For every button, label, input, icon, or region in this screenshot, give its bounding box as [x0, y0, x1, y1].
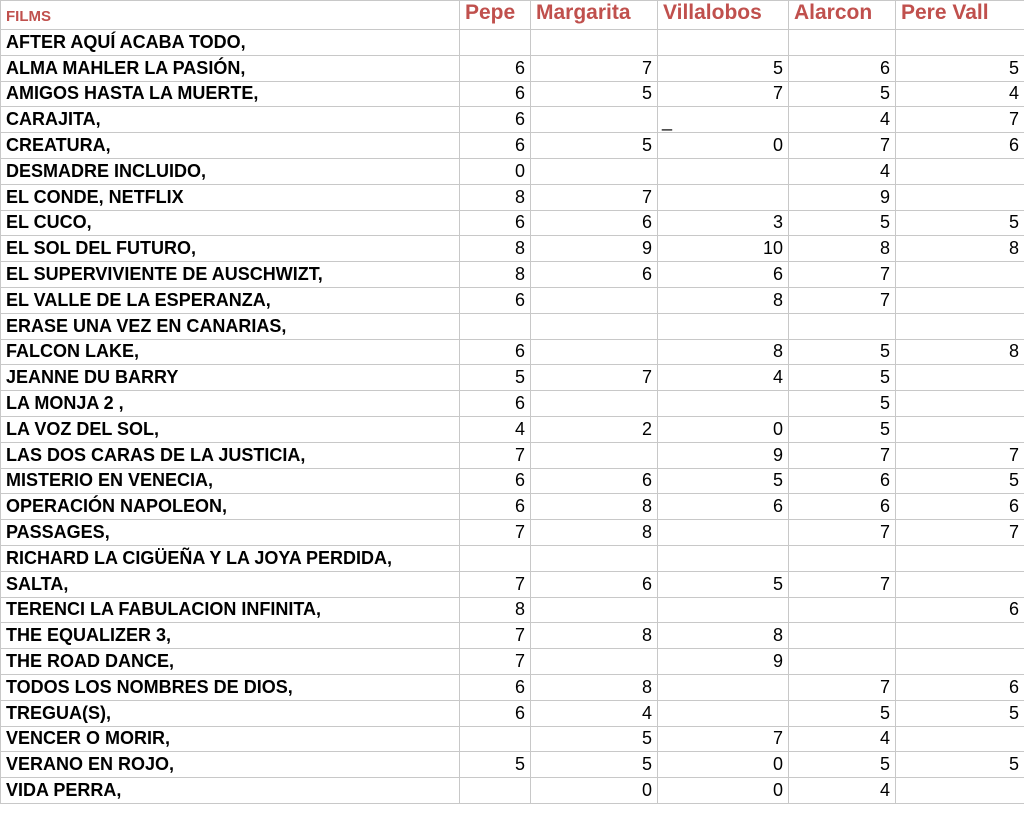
score-cell-alarcon[interactable]: 5	[789, 210, 896, 236]
score-cell-alarcon[interactable]: 5	[789, 81, 896, 107]
score-cell-margarita[interactable]: 5	[531, 726, 658, 752]
score-cell-margarita[interactable]: 5	[531, 133, 658, 159]
score-cell-pere-vall[interactable]	[896, 623, 1024, 649]
score-cell-villalobos[interactable]	[658, 158, 789, 184]
score-cell-alarcon[interactable]	[789, 30, 896, 56]
score-cell-margarita[interactable]: 5	[531, 81, 658, 107]
score-cell-alarcon[interactable]: 5	[789, 391, 896, 417]
table-row	[1, 623, 1024, 649]
film-title-cell[interactable]: CARAJITA,	[1, 107, 460, 133]
score-cell-margarita[interactable]	[531, 107, 658, 133]
score-cell-pepe[interactable]: 8	[460, 597, 531, 623]
film-title-cell[interactable]: TREGUA(S),	[1, 700, 460, 726]
score-cell-margarita[interactable]	[531, 158, 658, 184]
score-cell-pepe[interactable]: 6	[460, 468, 531, 494]
score-cell-alarcon[interactable]: 4	[789, 158, 896, 184]
score-cell-pepe[interactable]: 6	[460, 287, 531, 313]
score-cell-pere-vall[interactable]	[896, 158, 1024, 184]
score-cell-villalobos[interactable]: 6	[658, 262, 789, 288]
score-cell-pere-vall[interactable]	[896, 365, 1024, 391]
score-cell-alarcon[interactable]: 7	[789, 287, 896, 313]
score-cell-pepe[interactable]: 6	[460, 81, 531, 107]
score-cell-pere-vall[interactable]: 7	[896, 520, 1024, 546]
score-cell-villalobos[interactable]: 8	[658, 339, 789, 365]
table-body	[1, 30, 1024, 804]
table-row	[1, 442, 1024, 468]
score-cell-alarcon[interactable]	[789, 313, 896, 339]
score-cell-margarita[interactable]: 6	[531, 262, 658, 288]
score-cell-pepe[interactable]: 6	[460, 107, 531, 133]
table-row	[1, 30, 1024, 56]
score-cell-margarita[interactable]	[531, 649, 658, 675]
score-cell-pere-vall[interactable]	[896, 313, 1024, 339]
score-cell-villalobos[interactable]: 6	[658, 494, 789, 520]
score-cell-margarita[interactable]: 7	[531, 365, 658, 391]
score-cell-margarita[interactable]	[531, 597, 658, 623]
film-title-cell[interactable]: LA VOZ DEL SOL,	[1, 416, 460, 442]
score-cell-margarita[interactable]: 8	[531, 674, 658, 700]
film-title-cell[interactable]: VENCER O MORIR,	[1, 726, 460, 752]
critic-header-pepe[interactable]: Pepe	[460, 1, 531, 30]
score-cell-pere-vall[interactable]	[896, 287, 1024, 313]
film-title-cell[interactable]: THE EQUALIZER 3,	[1, 623, 460, 649]
score-cell-pere-vall[interactable]: 4	[896, 81, 1024, 107]
score-cell-margarita[interactable]: 2	[531, 416, 658, 442]
score-cell-alarcon[interactable]	[789, 597, 896, 623]
film-title-cell[interactable]: PASSAGES,	[1, 520, 460, 546]
score-cell-pepe[interactable]	[460, 778, 531, 804]
score-cell-alarcon[interactable]: 7	[789, 133, 896, 159]
score-cell-pere-vall[interactable]: 5	[896, 55, 1024, 81]
score-cell-villalobos[interactable]: 9	[658, 442, 789, 468]
score-cell-pere-vall[interactable]: 6	[896, 133, 1024, 159]
score-cell-pepe[interactable]: 7	[460, 571, 531, 597]
score-cell-villalobos[interactable]: 7	[658, 726, 789, 752]
score-cell-pere-vall[interactable]	[896, 184, 1024, 210]
score-cell-pepe[interactable]: 7	[460, 649, 531, 675]
score-cell-pere-vall[interactable]	[896, 262, 1024, 288]
film-title-cell[interactable]: SALTA,	[1, 571, 460, 597]
score-cell-pepe[interactable]: 6	[460, 210, 531, 236]
score-cell-pere-vall[interactable]	[896, 649, 1024, 675]
score-cell-margarita[interactable]: 6	[531, 210, 658, 236]
film-title-cell[interactable]: VERANO EN ROJO,	[1, 752, 460, 778]
score-cell-alarcon[interactable]: 6	[789, 494, 896, 520]
score-cell-villalobos[interactable]: 10	[658, 236, 789, 262]
score-cell-alarcon[interactable]: 6	[789, 468, 896, 494]
film-title-cell[interactable]: EL VALLE DE LA ESPERANZA,	[1, 287, 460, 313]
score-cell-villalobos[interactable]: 8	[658, 287, 789, 313]
table-row	[1, 210, 1024, 236]
critic-header-pere-vall[interactable]: Pere Vall	[896, 1, 1024, 30]
table-row	[1, 391, 1024, 417]
score-cell-margarita[interactable]: 8	[531, 520, 658, 546]
score-cell-pere-vall[interactable]	[896, 778, 1024, 804]
score-cell-pepe[interactable]	[460, 313, 531, 339]
score-cell-villalobos[interactable]: 0	[658, 416, 789, 442]
score-cell-villalobos[interactable]	[658, 700, 789, 726]
score-cell-villalobos[interactable]: 5	[658, 55, 789, 81]
score-cell-villalobos[interactable]	[658, 545, 789, 571]
table-row	[1, 597, 1024, 623]
score-cell-margarita[interactable]	[531, 391, 658, 417]
film-title-cell[interactable]: LAS DOS CARAS DE LA JUSTICIA,	[1, 442, 460, 468]
score-cell-pepe[interactable]	[460, 30, 531, 56]
film-title-cell[interactable]: VIDA PERRA,	[1, 778, 460, 804]
score-cell-pere-vall[interactable]	[896, 416, 1024, 442]
score-cell-margarita[interactable]	[531, 287, 658, 313]
table-row	[1, 778, 1024, 804]
table-row	[1, 107, 1024, 133]
score-cell-pepe[interactable]	[460, 726, 531, 752]
score-cell-villalobos[interactable]: _	[658, 107, 789, 133]
score-cell-alarcon[interactable]: 7	[789, 262, 896, 288]
score-cell-alarcon[interactable]: 5	[789, 752, 896, 778]
table-row	[1, 55, 1024, 81]
score-cell-margarita[interactable]	[531, 339, 658, 365]
score-cell-villalobos[interactable]	[658, 520, 789, 546]
score-cell-alarcon[interactable]	[789, 623, 896, 649]
table-row	[1, 184, 1024, 210]
score-cell-pere-vall[interactable]: 7	[896, 107, 1024, 133]
score-cell-pepe[interactable]: 8	[460, 262, 531, 288]
score-cell-alarcon[interactable]: 5	[789, 339, 896, 365]
critic-header-alarcon[interactable]: Alarcon	[789, 1, 896, 30]
table-row	[1, 571, 1024, 597]
film-title-cell[interactable]: EL SUPERVIVIENTE DE AUSCHWIZT,	[1, 262, 460, 288]
film-title-cell[interactable]: THE ROAD DANCE,	[1, 649, 460, 675]
score-cell-pere-vall[interactable]	[896, 30, 1024, 56]
score-cell-pepe[interactable]: 5	[460, 752, 531, 778]
table-row	[1, 649, 1024, 675]
film-title-cell[interactable]: DESMADRE INCLUIDO,	[1, 158, 460, 184]
film-title-cell[interactable]: AFTER AQUÍ ACABA TODO,	[1, 30, 460, 56]
film-title-cell[interactable]: MISTERIO EN VENECIA,	[1, 468, 460, 494]
film-title-cell[interactable]: FALCON LAKE,	[1, 339, 460, 365]
table-row	[1, 365, 1024, 391]
score-cell-villalobos[interactable]	[658, 674, 789, 700]
score-cell-margarita[interactable]: 7	[531, 55, 658, 81]
header-row	[1, 1, 1024, 30]
critic-header-margarita[interactable]: Margarita	[531, 1, 658, 30]
table-row	[1, 468, 1024, 494]
score-cell-alarcon[interactable]: 7	[789, 571, 896, 597]
table-row	[1, 133, 1024, 159]
film-title-cell[interactable]: EL SOL DEL FUTURO,	[1, 236, 460, 262]
score-cell-pere-vall[interactable]	[896, 545, 1024, 571]
score-cell-pere-vall[interactable]	[896, 726, 1024, 752]
score-cell-pepe[interactable]	[460, 545, 531, 571]
score-cell-villalobos[interactable]: 7	[658, 81, 789, 107]
score-cell-villalobos[interactable]	[658, 30, 789, 56]
score-cell-pere-vall[interactable]: 8	[896, 339, 1024, 365]
score-cell-alarcon[interactable]	[789, 545, 896, 571]
score-cell-margarita[interactable]	[531, 313, 658, 339]
score-cell-villalobos[interactable]	[658, 313, 789, 339]
score-cell-pepe[interactable]: 6	[460, 55, 531, 81]
score-cell-pepe[interactable]: 5	[460, 365, 531, 391]
score-cell-villalobos[interactable]	[658, 391, 789, 417]
score-cell-pepe[interactable]: 6	[460, 339, 531, 365]
film-title-cell[interactable]: LA MONJA 2 ,	[1, 391, 460, 417]
score-cell-villalobos[interactable]	[658, 597, 789, 623]
score-cell-alarcon[interactable]: 6	[789, 55, 896, 81]
score-cell-pere-vall[interactable]: 8	[896, 236, 1024, 262]
score-cell-villalobos[interactable]: 3	[658, 210, 789, 236]
table-row	[1, 520, 1024, 546]
score-cell-pere-vall[interactable]: 5	[896, 752, 1024, 778]
score-cell-margarita[interactable]: 6	[531, 468, 658, 494]
score-cell-pere-vall[interactable]	[896, 391, 1024, 417]
film-title-cell[interactable]: EL CUCO,	[1, 210, 460, 236]
score-cell-pepe[interactable]: 7	[460, 442, 531, 468]
score-cell-pepe[interactable]: 6	[460, 494, 531, 520]
score-cell-alarcon[interactable]: 5	[789, 416, 896, 442]
table-row	[1, 262, 1024, 288]
score-cell-alarcon[interactable]: 4	[789, 107, 896, 133]
score-cell-alarcon[interactable]: 7	[789, 520, 896, 546]
table-row	[1, 752, 1024, 778]
table-row	[1, 158, 1024, 184]
film-title-cell[interactable]: AMIGOS HASTA LA MUERTE,	[1, 81, 460, 107]
score-cell-pepe[interactable]: 7	[460, 520, 531, 546]
film-title-cell[interactable]: RICHARD LA CIGÜEÑA Y LA JOYA PERDIDA,	[1, 545, 460, 571]
score-cell-alarcon[interactable]: 7	[789, 674, 896, 700]
score-cell-margarita[interactable]: 5	[531, 752, 658, 778]
table-row	[1, 313, 1024, 339]
table-row	[1, 81, 1024, 107]
critic-header-villalobos[interactable]: Villalobos	[658, 1, 789, 30]
score-cell-villalobos[interactable]: 0	[658, 133, 789, 159]
score-cell-alarcon[interactable]: 5	[789, 700, 896, 726]
score-cell-pere-vall[interactable]: 6	[896, 494, 1024, 520]
table-row	[1, 416, 1024, 442]
score-cell-margarita[interactable]: 0	[531, 778, 658, 804]
score-cell-pepe[interactable]: 8	[460, 184, 531, 210]
score-cell-villalobos[interactable]: 9	[658, 649, 789, 675]
score-cell-alarcon[interactable]: 7	[789, 442, 896, 468]
film-title-cell[interactable]: EL CONDE, NETFLIX	[1, 184, 460, 210]
film-title-cell[interactable]: JEANNE DU BARRY	[1, 365, 460, 391]
table-row	[1, 236, 1024, 262]
score-cell-villalobos[interactable]: 0	[658, 778, 789, 804]
score-cell-pere-vall[interactable]: 5	[896, 468, 1024, 494]
score-cell-margarita[interactable]	[531, 545, 658, 571]
score-cell-pere-vall[interactable]: 7	[896, 442, 1024, 468]
score-cell-alarcon[interactable]: 9	[789, 184, 896, 210]
score-cell-pepe[interactable]: 6	[460, 674, 531, 700]
score-cell-pere-vall[interactable]: 5	[896, 700, 1024, 726]
score-cell-pepe[interactable]: 4	[460, 416, 531, 442]
table-row	[1, 494, 1024, 520]
score-cell-alarcon[interactable]: 5	[789, 365, 896, 391]
score-cell-pere-vall[interactable]	[896, 571, 1024, 597]
table-row	[1, 674, 1024, 700]
score-cell-alarcon[interactable]: 4	[789, 778, 896, 804]
film-title-cell[interactable]: CREATURA,	[1, 133, 460, 159]
score-cell-margarita[interactable]: 4	[531, 700, 658, 726]
score-cell-pepe[interactable]: 0	[460, 158, 531, 184]
score-cell-pepe[interactable]: 6	[460, 700, 531, 726]
score-cell-margarita[interactable]	[531, 442, 658, 468]
score-cell-pere-vall[interactable]: 5	[896, 210, 1024, 236]
score-cell-pepe[interactable]: 6	[460, 133, 531, 159]
table-row	[1, 287, 1024, 313]
score-cell-margarita[interactable]	[531, 30, 658, 56]
table-row	[1, 339, 1024, 365]
film-title-cell[interactable]: ERASE UNA VEZ EN CANARIAS,	[1, 313, 460, 339]
score-cell-alarcon[interactable]: 8	[789, 236, 896, 262]
score-cell-villalobos[interactable]	[658, 184, 789, 210]
film-title-cell[interactable]: TERENCI LA FABULACION INFINITA,	[1, 597, 460, 623]
score-cell-margarita[interactable]: 7	[531, 184, 658, 210]
score-cell-villalobos[interactable]: 8	[658, 623, 789, 649]
score-cell-alarcon[interactable]	[789, 649, 896, 675]
film-title-cell[interactable]: TODOS LOS NOMBRES DE DIOS,	[1, 674, 460, 700]
score-cell-margarita[interactable]: 6	[531, 571, 658, 597]
score-cell-margarita[interactable]: 8	[531, 623, 658, 649]
score-cell-pere-vall[interactable]: 6	[896, 674, 1024, 700]
score-cell-pere-vall[interactable]: 6	[896, 597, 1024, 623]
score-cell-pepe[interactable]: 8	[460, 236, 531, 262]
table-row	[1, 545, 1024, 571]
score-cell-villalobos[interactable]: 5	[658, 468, 789, 494]
score-cell-villalobos[interactable]: 5	[658, 571, 789, 597]
films-column-header[interactable]: FILMS	[1, 1, 460, 30]
table-row	[1, 726, 1024, 752]
score-cell-margarita[interactable]: 8	[531, 494, 658, 520]
score-cell-pepe[interactable]: 7	[460, 623, 531, 649]
score-cell-margarita[interactable]: 9	[531, 236, 658, 262]
score-cell-pepe[interactable]: 6	[460, 391, 531, 417]
table-row	[1, 700, 1024, 726]
film-title-cell[interactable]: OPERACIÓN NAPOLEON,	[1, 494, 460, 520]
film-title-cell[interactable]: ALMA MAHLER LA PASIÓN,	[1, 55, 460, 81]
score-cell-villalobos[interactable]: 0	[658, 752, 789, 778]
score-cell-alarcon[interactable]: 4	[789, 726, 896, 752]
score-cell-villalobos[interactable]: 4	[658, 365, 789, 391]
